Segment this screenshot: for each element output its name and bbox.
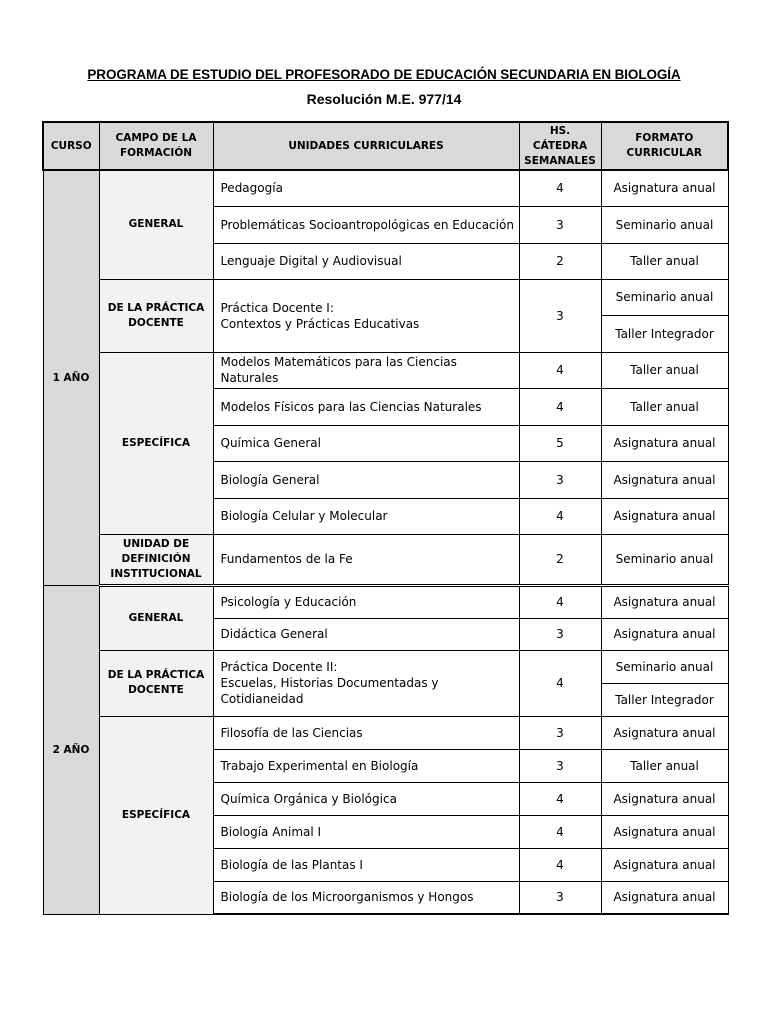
curriculum-table bbox=[42, 121, 729, 915]
formato-curricular: Taller anual bbox=[601, 749, 728, 782]
horas-catedra: 4 bbox=[519, 782, 601, 815]
unidad-curricular: Filosofía de las Ciencias bbox=[213, 716, 519, 749]
table-row bbox=[43, 170, 728, 206]
horas-catedra: 4 bbox=[519, 498, 601, 534]
campo-especifica: ESPECÍFICA bbox=[99, 716, 213, 914]
horas-catedra: 3 bbox=[519, 881, 601, 914]
table-row bbox=[43, 650, 728, 683]
formato-curricular: Taller anual bbox=[601, 388, 728, 425]
formato-curricular: Taller anual bbox=[601, 352, 728, 388]
unidad-curricular: Psicología y Educación bbox=[213, 585, 519, 618]
horas-catedra: 3 bbox=[519, 461, 601, 498]
horas-catedra: 4 bbox=[519, 388, 601, 425]
horas-catedra: 3 bbox=[519, 618, 601, 650]
formato-curricular: Asignatura anual bbox=[601, 881, 728, 914]
horas-catedra: 4 bbox=[519, 848, 601, 881]
formato-curricular: Seminario anual bbox=[601, 534, 728, 585]
table-row bbox=[43, 585, 728, 618]
unidad-curricular: Química General bbox=[213, 425, 519, 461]
table-row bbox=[43, 279, 728, 315]
campo-practica-docente: DE LA PRÁCTICA DOCENTE bbox=[99, 650, 213, 716]
unidad-curricular: Biología de las Plantas I bbox=[213, 848, 519, 881]
unidad-curricular: Pedagogía bbox=[213, 170, 519, 206]
formato-curricular: Asignatura anual bbox=[601, 498, 728, 534]
curso-primero: 1 AÑO bbox=[43, 170, 99, 585]
formato-curricular: Taller anual bbox=[601, 243, 728, 279]
unidad-curricular: Trabajo Experimental en Biología bbox=[213, 749, 519, 782]
unidad-curricular: Práctica Docente II: Escuelas, Historias Documentadas y Cotidianeidad bbox=[213, 650, 519, 716]
formato-curricular: Asignatura anual bbox=[601, 815, 728, 848]
header-unidades: UNIDADES CURRICULARES bbox=[213, 122, 519, 170]
document-title: PROGRAMA DE ESTUDIO DEL PROFESORADO DE EDUCACIÓN SECUNDARIA EN BIOLOGÍA bbox=[87, 67, 681, 82]
horas-catedra: 4 bbox=[519, 352, 601, 388]
formato-curricular: Taller Integrador bbox=[601, 683, 728, 716]
horas-catedra: 3 bbox=[519, 279, 601, 352]
unidad-curricular: Modelos Físicos para las Ciencias Naturales bbox=[213, 388, 519, 425]
horas-catedra: 2 bbox=[519, 534, 601, 585]
horas-catedra: 5 bbox=[519, 425, 601, 461]
formato-curricular: Asignatura anual bbox=[601, 618, 728, 650]
unidad-curricular: Didáctica General bbox=[213, 618, 519, 650]
campo-general: GENERAL bbox=[99, 170, 213, 279]
horas-catedra: 3 bbox=[519, 206, 601, 243]
unidad-curricular: Biología Celular y Molecular bbox=[213, 498, 519, 534]
formato-curricular: Seminario anual bbox=[601, 206, 728, 243]
horas-catedra: 4 bbox=[519, 170, 601, 206]
horas-catedra: 3 bbox=[519, 716, 601, 749]
table-header-row bbox=[43, 122, 728, 170]
horas-catedra: 2 bbox=[519, 243, 601, 279]
campo-practica-docente: DE LA PRÁCTICA DOCENTE bbox=[99, 279, 213, 352]
header-campo: CAMPO DE LA FORMACIÓN bbox=[99, 122, 213, 170]
formato-curricular: Asignatura anual bbox=[601, 170, 728, 206]
formato-curricular: Seminario anual bbox=[601, 650, 728, 683]
campo-especifica: ESPECÍFICA bbox=[99, 352, 213, 534]
horas-catedra: 4 bbox=[519, 585, 601, 618]
document-subtitle: Resolución M.E. 977/14 bbox=[306, 91, 462, 107]
formato-curricular: Asignatura anual bbox=[601, 716, 728, 749]
table-row bbox=[43, 534, 728, 585]
horas-catedra: 3 bbox=[519, 749, 601, 782]
unidad-curricular: Biología Animal I bbox=[213, 815, 519, 848]
unidad-curricular: Biología de los Microorganismos y Hongos bbox=[213, 881, 519, 914]
formato-curricular: Asignatura anual bbox=[601, 425, 728, 461]
horas-catedra: 4 bbox=[519, 815, 601, 848]
campo-general: GENERAL bbox=[99, 585, 213, 650]
formato-curricular: Seminario anual bbox=[601, 279, 728, 315]
formato-curricular: Asignatura anual bbox=[601, 782, 728, 815]
unidad-curricular: Problemáticas Socioantropológicas en Educación bbox=[213, 206, 519, 243]
header-formato: FORMATO CURRICULAR bbox=[601, 122, 728, 170]
table-row bbox=[43, 716, 728, 749]
campo-unidad-definicion-institucional: UNIDAD DE DEFINICIÓN INSTITUCIONAL bbox=[99, 534, 213, 585]
horas-catedra: 4 bbox=[519, 650, 601, 716]
formato-curricular: Asignatura anual bbox=[601, 848, 728, 881]
formato-curricular: Taller Integrador bbox=[601, 315, 728, 352]
header-curso: CURSO bbox=[43, 122, 99, 170]
unidad-curricular: Práctica Docente I: Contextos y Prácticas Educativas bbox=[213, 279, 519, 352]
unidad-curricular: Lenguaje Digital y Audiovisual bbox=[213, 243, 519, 279]
unidad-curricular: Biología General bbox=[213, 461, 519, 498]
unidad-curricular: Fundamentos de la Fe bbox=[213, 534, 519, 585]
curso-segundo: 2 AÑO bbox=[43, 585, 99, 914]
formato-curricular: Asignatura anual bbox=[601, 461, 728, 498]
unidad-curricular: Modelos Matemáticos para las Ciencias Naturales bbox=[213, 352, 519, 388]
unidad-curricular: Química Orgánica y Biológica bbox=[213, 782, 519, 815]
table-row bbox=[43, 352, 728, 388]
header-hs: HS. CÁTEDRA SEMANALES bbox=[519, 122, 601, 170]
formato-curricular: Asignatura anual bbox=[601, 585, 728, 618]
